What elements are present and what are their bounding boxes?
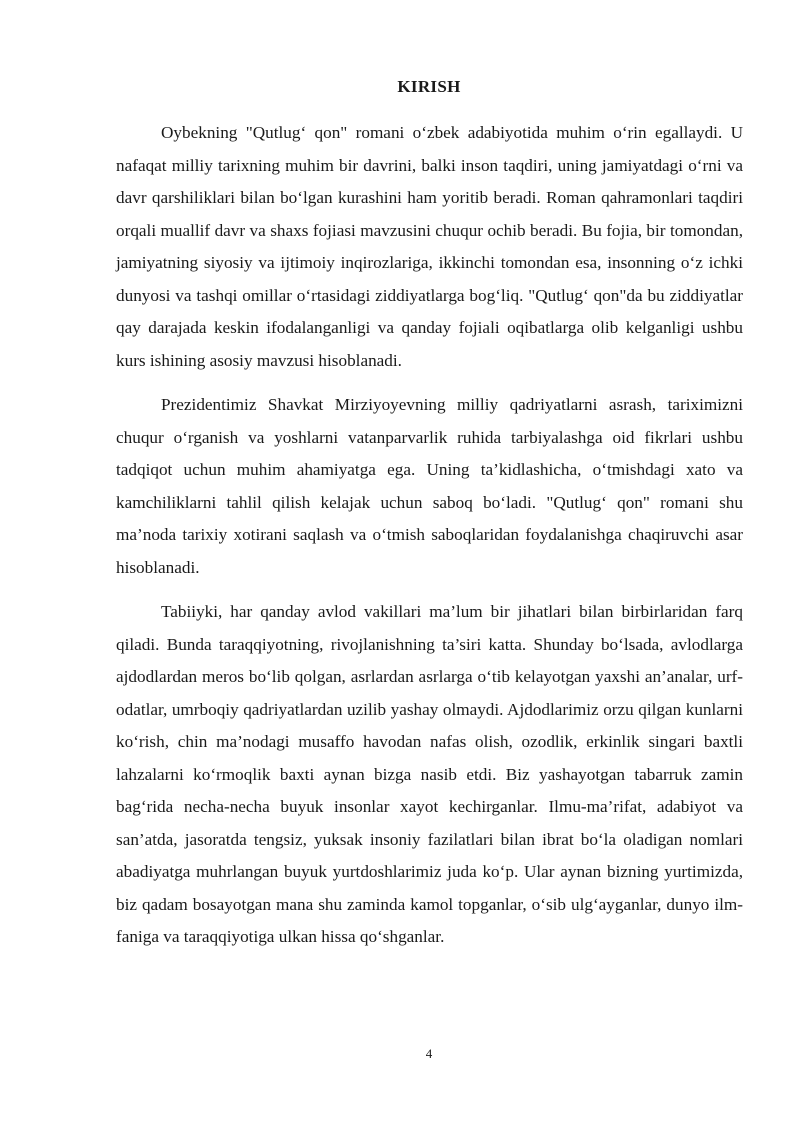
body-text bbox=[116, 117, 743, 966]
paragraph-2: Prezidentimiz Shavkat Mirziyoyevning milliy qadriyatlarni asrash, tariximizni chuqur o‘rganish va yoshlarni vatanparvarlik ruhida tarbiyalashga oid fikrlari ushbu tadqiqot uchun muhim ahamiyatga ega. Uning ta’kidlashicha, o‘tmishdagi xato va kamchiliklarni tahlil qilish kelajak uchun saboq bo‘ladi. "Qutlug‘ qon" romani shu ma’noda tarixiy xotirani saqlash va o‘tmish saboqlaridan foydalanishga chaqiruvchi asar hisoblanadi. bbox=[116, 395, 743, 577]
paragraph-3: Tabiiyki, har qanday avlod vakillari ma’lum bir jihatlari bilan birbirlaridan farq qiladi. Bunda taraqqiyotning, rivojlanishning ta’siri katta. Shunday bo‘lsada, avlodlarga ajdodlardan meros bo‘lib qolgan, asrlardan asrlarga o‘tib kelayotgan yaxshi an’analar, urf-odatlar, umrboqiy qadriyatlardan uzilib yashay olmaydi. Ajdodlarimiz orzu qilgan kunlarni ko‘rish, chin ma’nodagi musaffo havodan nafas olish, ozodlik, erkinlik singari baxtli lahzalarni ko‘rmoqlik baxti aynan bizga nasib etdi. Biz yashayotgan tabarruk zamin bag‘rida necha-necha buyuk insonlar xayot kechirganlar. Ilmu-ma’rifat, adabiyot va san’atda, jasoratda tengsiz, yuksak insoniy fazilatlari bilan ibrat bo‘la oladigan nomlari abadiyatga muhrlangan buyuk yurtdoshlarimiz juda ko‘p. Ular aynan bizning yurtimizda, biz qadam bosayotgan mana shu zaminda kamol topganlar, o‘sib ulg‘ayganlar, dunyo ilm-faniga va taraqqiyotiga ulkan hissa qo‘shganlar. bbox=[116, 602, 743, 946]
section-title: KIRISH bbox=[397, 77, 461, 96]
page-number: 4 bbox=[425, 1046, 433, 1061]
paragraph-1: Oybekning "Qutlug‘ qon" romani o‘zbek adabiyotida muhim o‘rin egallaydi. U nafaqat milliy tarixning muhim bir davrini, balki inson taqdiri, uning jamiyatdagi o‘rni va davr qarshiliklari bilan bo‘lgan kurashini ham yoritib beradi. Roman qahramonlari taqdiri orqali muallif davr va shaxs fojiasi mavzusini chuqur ochib beradi. Bu fojia, bir tomondan, jamiyatning siyosiy va ijtimoiy inqirozlariga, ikkinchi tomondan esa, insonning o‘z ichki dunyosi va tashqi omillar o‘rtasidagi ziddiyatlarga bog‘liq. "Qutlug‘ qon"da bu ziddiyatlar qay darajada keskin ifodalanganligi va qanday fojiali oqibatlarga olib kelganligi ushbu kurs ishining asosiy mavzusi hisoblanadi. bbox=[116, 123, 743, 370]
